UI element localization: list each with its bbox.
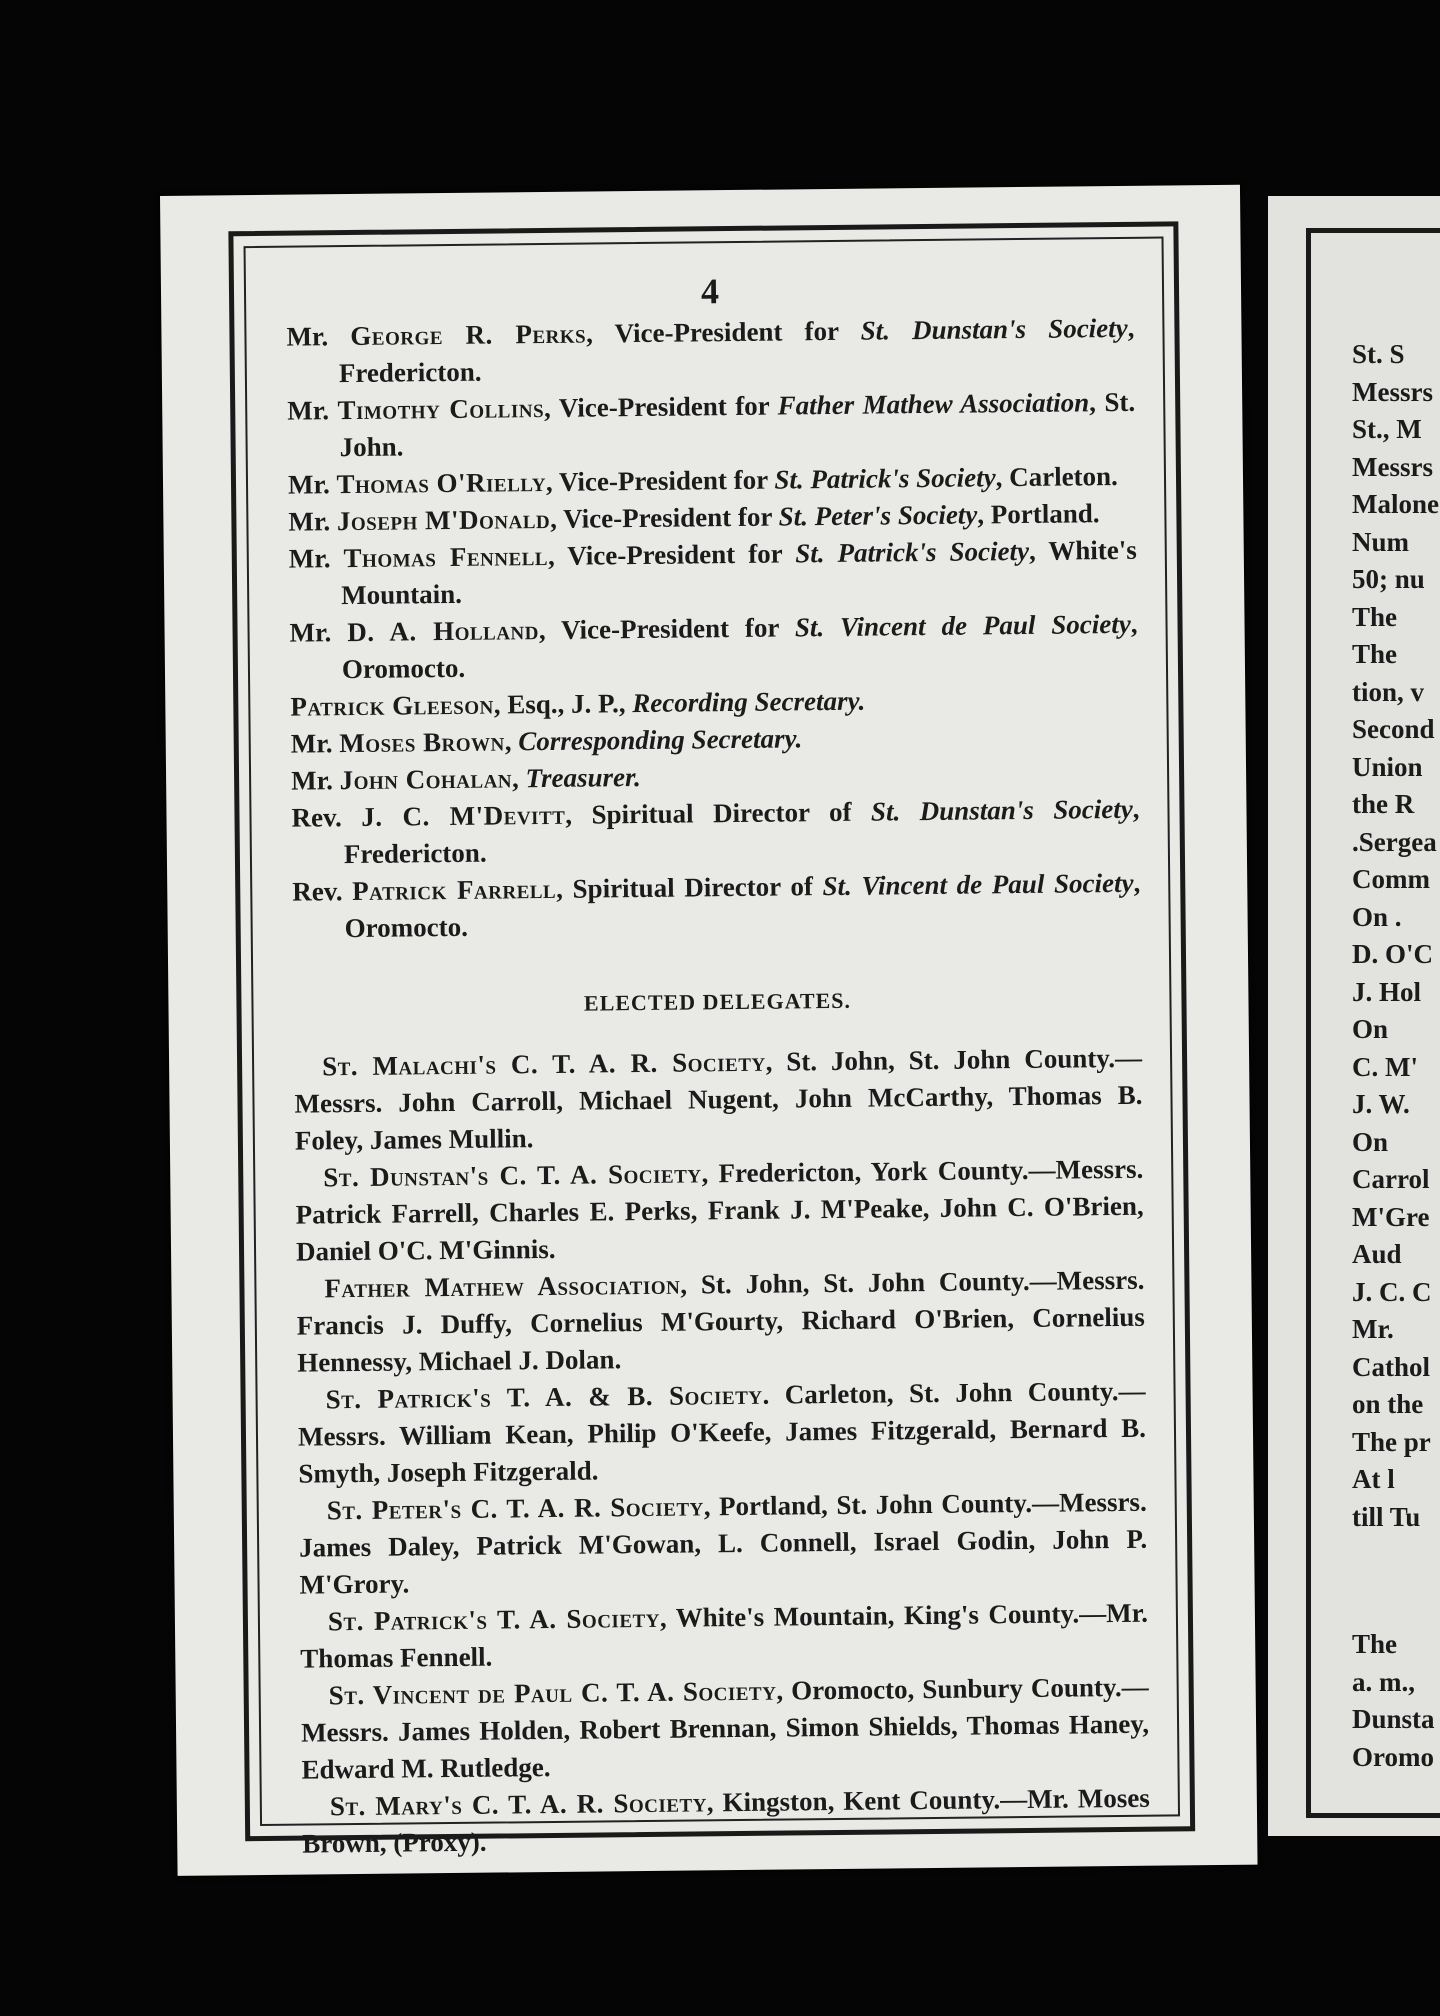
adjacent-text-line: Num bbox=[1352, 526, 1410, 557]
adjacent-text-line: St. S bbox=[1352, 339, 1405, 369]
adjacent-text-line: 50; nu bbox=[1352, 564, 1425, 594]
adjacent-text-line: .Sergea bbox=[1352, 826, 1437, 857]
delegate-details: , St. John, St. John County.—Messrs. John Carroll, Michael Nugent, John McCarthy, Thomas B. Foley, James Mullin. bbox=[294, 1042, 1143, 1156]
section-title: ELECTED DELEGATES. bbox=[583, 987, 852, 1016]
officer-place: , Fredericton. bbox=[338, 312, 1135, 389]
adjacent-text-line: Union bbox=[1352, 751, 1423, 782]
adjacent-text-line: Messrs bbox=[1352, 376, 1433, 407]
officer-place: , St. John. bbox=[339, 386, 1136, 463]
delegate-society: St. Malachi's C. T. A. R. Society bbox=[321, 1046, 766, 1082]
page-content bbox=[286, 269, 1151, 1863]
adjacent-text-line: J. W. bbox=[1352, 1089, 1410, 1119]
officer-place: , Oromocto. bbox=[341, 608, 1138, 685]
officer-name: Patrick Gleeson bbox=[290, 689, 494, 722]
officer-organization: St. Patrick's Society bbox=[795, 535, 1030, 569]
officers-list bbox=[286, 310, 1141, 948]
adjacent-text-line: the R bbox=[1352, 789, 1415, 819]
officer-organization: Father Mathew Association bbox=[777, 387, 1090, 421]
officer-organization: St. Peter's Society bbox=[778, 499, 978, 532]
officer-place: , Portland. bbox=[977, 498, 1100, 530]
officer-role: , Vice-President for bbox=[547, 538, 796, 571]
adjacent-text-line: Carrol bbox=[1352, 1164, 1430, 1194]
delegate-society: St. Dunstan's C. T. A. Society bbox=[323, 1158, 702, 1193]
officer-entry bbox=[287, 384, 1136, 467]
officer-name: Thomas Fennell bbox=[343, 540, 549, 574]
officer-name: George R. Perks bbox=[350, 318, 587, 352]
document-page bbox=[160, 185, 1258, 1876]
adjacent-text-line: Cathol bbox=[1352, 1351, 1431, 1382]
officer-place: , White's Mountain. bbox=[341, 534, 1137, 611]
officer-prefix: Mr. bbox=[287, 395, 338, 426]
officer-prefix: Mr. bbox=[289, 617, 348, 648]
officer-role: , bbox=[504, 726, 519, 757]
officer-name: John Cohalan bbox=[339, 763, 513, 796]
adjacent-text-line: Oromo bbox=[1352, 1741, 1434, 1772]
delegate-entry bbox=[302, 1780, 1151, 1863]
adjacent-text-line: Comm bbox=[1352, 864, 1430, 894]
delegate-entry bbox=[297, 1373, 1146, 1493]
officer-role: , Vice-President for bbox=[543, 390, 778, 423]
delegate-details: , Fredericton, York County.—Messrs. Patrick Farrell, Charles E. Perks, Frank J. M'Peake, John C. O'Brien, Daniel O'C. M'Ginnis. bbox=[295, 1153, 1144, 1267]
officer-place: , Oromocto. bbox=[344, 867, 1141, 944]
adjacent-text-line: a. m., bbox=[1352, 1666, 1415, 1697]
officer-organization: St. Vincent de Paul Society bbox=[822, 867, 1134, 902]
officer-organization: Corresponding Secretary. bbox=[518, 723, 803, 757]
adjacent-text-line: Mr. bbox=[1352, 1314, 1394, 1344]
officer-name: Timothy Collins bbox=[337, 392, 545, 426]
officer-organization: St. Vincent de Paul Society bbox=[794, 608, 1131, 643]
officer-entry bbox=[292, 865, 1141, 948]
officer-prefix: Mr. bbox=[286, 321, 351, 352]
adjacent-text-line: on the bbox=[1352, 1389, 1424, 1419]
delegate-entry bbox=[300, 1595, 1149, 1678]
officer-organization: St. Dunstan's Society bbox=[860, 312, 1128, 346]
adjacent-text-line: The bbox=[1352, 639, 1398, 669]
officer-role: , Esq., J. P., bbox=[493, 688, 633, 720]
officer-prefix: Mr. bbox=[287, 469, 337, 500]
delegates-list bbox=[294, 1040, 1150, 1863]
officer-role: , Vice-President for bbox=[545, 464, 775, 497]
officer-organization: Recording Secretary. bbox=[632, 685, 866, 719]
officer-place: , Carleton. bbox=[995, 460, 1119, 493]
delegate-society: St. Patrick's T. A. & B. Society bbox=[325, 1379, 763, 1415]
adjacent-page-text bbox=[1352, 336, 1440, 1776]
delegate-society: St. Mary's C. T. A. R. Society bbox=[329, 1787, 707, 1822]
officer-role: , Spiritual Director of bbox=[555, 871, 823, 904]
adjacent-text-line: C. M' bbox=[1352, 1051, 1418, 1082]
adjacent-text-line: Malone bbox=[1352, 489, 1439, 519]
delegate-details: . Carleton, St. John County.—Messrs. William Kean, Philip O'Keefe, James Fitzgerald, Bernard B. Smyth, Joseph Fitzgerald. bbox=[297, 1375, 1147, 1489]
officer-organization: St. Dunstan's Society bbox=[870, 793, 1133, 827]
officer-entry bbox=[289, 532, 1138, 615]
officer-name: Joseph M'Donald bbox=[336, 503, 551, 537]
page-number: 4 bbox=[700, 271, 720, 312]
adjacent-text-line: The pr bbox=[1352, 1426, 1431, 1457]
delegate-entry bbox=[296, 1262, 1145, 1382]
adjacent-text-line: Dunsta bbox=[1352, 1704, 1435, 1734]
officer-role: , bbox=[511, 763, 526, 794]
delegate-society: St. Patrick's T. A. Society bbox=[327, 1602, 661, 1637]
adjacent-page bbox=[1268, 196, 1440, 1836]
officer-place: , Fredericton. bbox=[343, 793, 1140, 870]
delegate-society: Father Mathew Association bbox=[324, 1269, 681, 1304]
officer-name: J. C. M'Devitt bbox=[361, 799, 566, 832]
delegate-details: , Kingston, Kent County.—Mr. Moses Brown, (Proxy). bbox=[302, 1782, 1150, 1859]
adjacent-gap bbox=[1352, 1536, 1440, 1626]
adjacent-text-line: St., M bbox=[1352, 414, 1422, 444]
adjacent-text-line: Aud bbox=[1352, 1239, 1402, 1269]
adjacent-text-line: The bbox=[1352, 601, 1398, 632]
adjacent-text-line: tion, v bbox=[1352, 676, 1425, 707]
delegate-details: , White's Mountain, King's County.—Mr. Thomas Fennell. bbox=[300, 1597, 1149, 1674]
officer-role: , Spiritual Director of bbox=[565, 796, 872, 830]
officer-prefix: Mr. bbox=[290, 728, 340, 759]
officer-entry bbox=[286, 310, 1135, 393]
delegate-entry bbox=[295, 1151, 1144, 1271]
adjacent-text-line: The bbox=[1352, 1629, 1398, 1659]
adjacent-text-line: Messrs bbox=[1352, 451, 1433, 482]
page-border bbox=[228, 221, 1195, 1859]
delegate-details: , Portland, St. John County.—Messrs. James Daley, Patrick M'Gowan, L. Connell, Israel Godin, John P. M'Grory. bbox=[299, 1486, 1148, 1600]
delegate-entry bbox=[294, 1040, 1143, 1160]
adjacent-text-line: M'Gre bbox=[1352, 1201, 1430, 1232]
adjacent-text-line: On bbox=[1352, 1126, 1389, 1157]
delegate-entry bbox=[301, 1669, 1150, 1789]
adjacent-text-line: Second bbox=[1352, 714, 1435, 744]
adjacent-text-line: D. O'C bbox=[1352, 939, 1433, 969]
officer-name: Patrick Farrell bbox=[352, 873, 557, 907]
officer-name: Thomas O'Rielly bbox=[336, 466, 547, 500]
officer-role: , Vice-President for bbox=[550, 501, 779, 534]
officer-organization: Treasurer. bbox=[525, 761, 641, 794]
delegate-society: St. Peter's C. T. A. R. Society bbox=[326, 1491, 704, 1526]
officer-prefix: Rev. bbox=[291, 801, 362, 833]
adjacent-text-line: On . bbox=[1352, 901, 1402, 932]
officer-entry bbox=[291, 791, 1140, 874]
officer-entry bbox=[289, 606, 1138, 689]
officer-role: , Vice-President for bbox=[538, 612, 796, 646]
officer-organization: St. Patrick's Society bbox=[774, 462, 996, 495]
officer-prefix: Mr. bbox=[288, 506, 338, 537]
delegate-details: , Oromocto, Sunbury County.—Messrs. James Holden, Robert Brennan, Simon Shields, Thomas Haney, Edward M. Rutledge. bbox=[300, 1671, 1150, 1785]
delegate-entry bbox=[299, 1484, 1148, 1604]
page-inner-border bbox=[244, 236, 1180, 1859]
adjacent-text-line: J. Hol bbox=[1352, 976, 1422, 1007]
officer-name: D. A. Holland bbox=[347, 615, 540, 648]
adjacent-text-line: till Tu bbox=[1352, 1501, 1421, 1532]
delegate-society: St. Vincent de Paul C. T. A. Society bbox=[328, 1675, 777, 1711]
officer-role: , Vice-President for bbox=[585, 315, 861, 349]
adjacent-text-line: On bbox=[1352, 1014, 1389, 1044]
adjacent-text-line: At l bbox=[1352, 1464, 1395, 1494]
adjacent-text-line: J. C. C bbox=[1352, 1276, 1432, 1307]
officer-prefix: Mr. bbox=[290, 765, 340, 796]
officer-prefix: Mr. bbox=[288, 543, 344, 574]
delegate-details: , St. John, St. John County.—Messrs. Francis J. Duffy, Cornelius M'Gourty, Richard O'Brien, Cornelius Hennessy, Michael J. Dolan. bbox=[296, 1264, 1145, 1378]
officer-name: Moses Brown bbox=[339, 726, 505, 759]
officer-prefix: Rev. bbox=[292, 876, 353, 907]
